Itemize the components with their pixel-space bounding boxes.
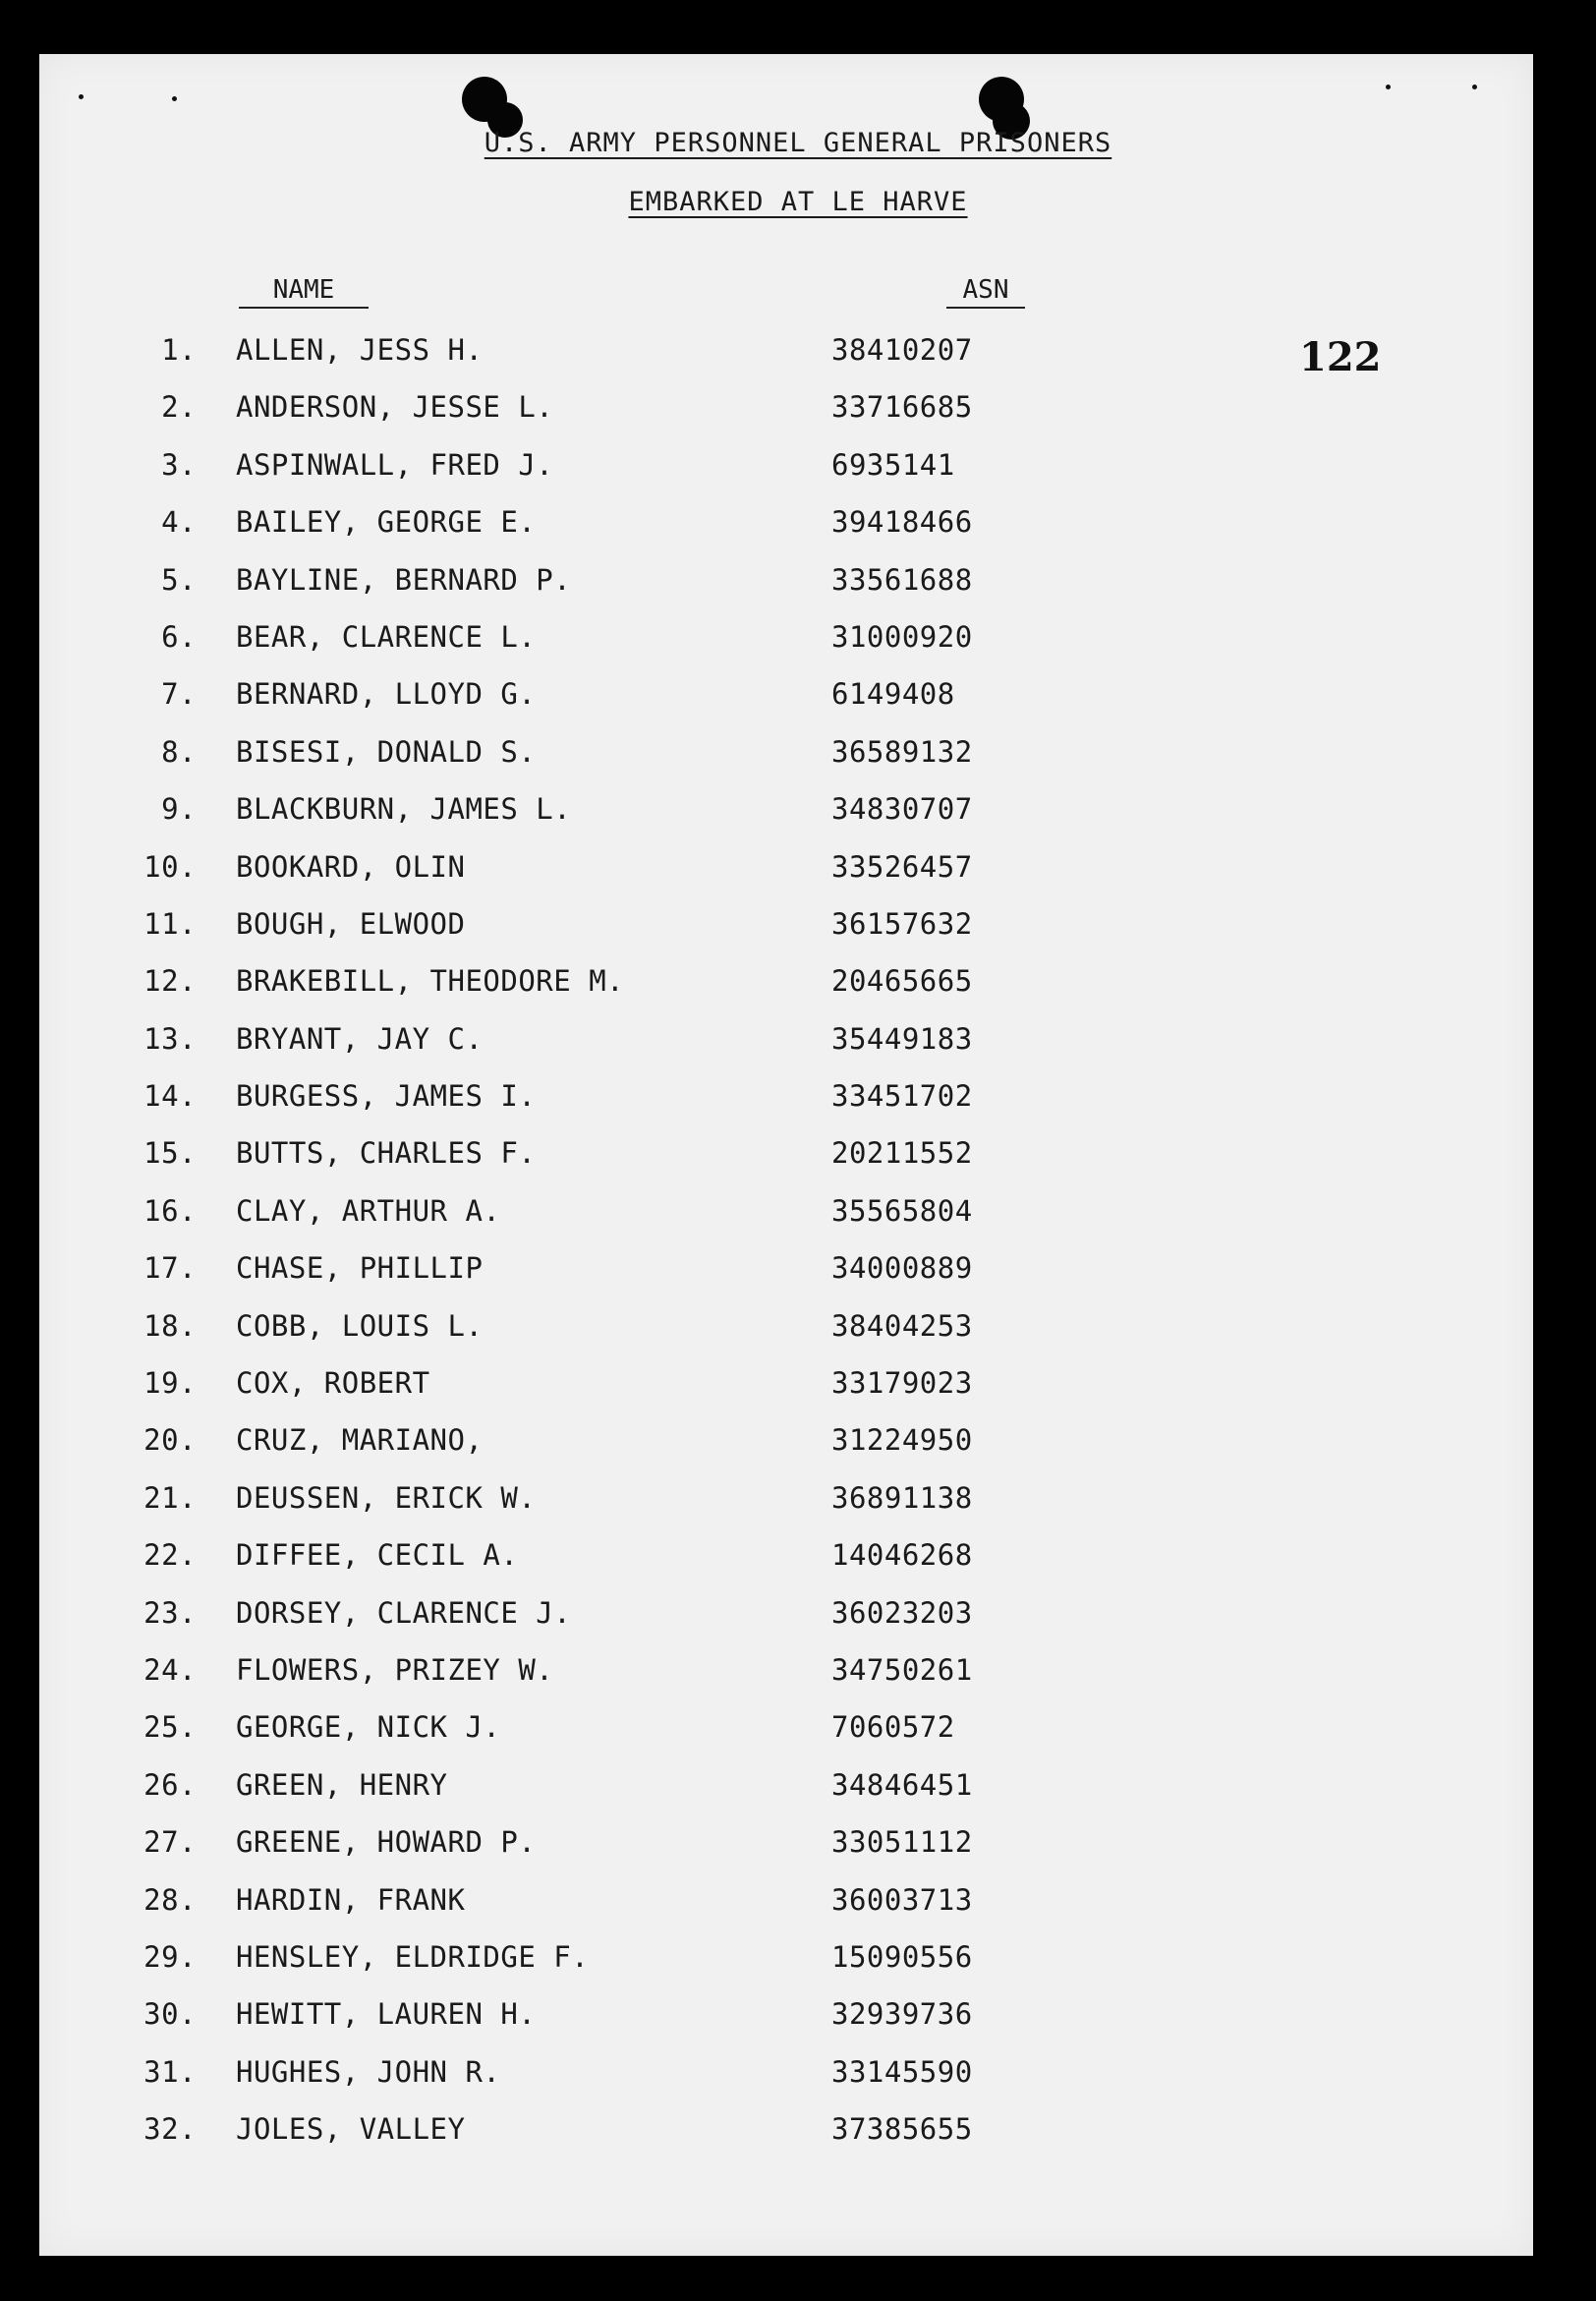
column-header-name: NAME bbox=[239, 275, 369, 309]
person-name: BEAR, CLARENCE L. bbox=[236, 619, 537, 654]
row-number: 2. bbox=[161, 390, 197, 425]
list-row bbox=[0, 1478, 1596, 1535]
row-number: 23. bbox=[143, 1595, 197, 1630]
row-number: 31. bbox=[143, 2054, 197, 2089]
list-row bbox=[0, 1248, 1596, 1305]
person-name: DIFFEE, CECIL A. bbox=[236, 1538, 519, 1573]
row-number: 7. bbox=[161, 677, 197, 712]
row-number: 13. bbox=[143, 1021, 197, 1056]
row-number: 30. bbox=[143, 1997, 197, 2032]
army-serial-number: 31224950 bbox=[831, 1423, 973, 1458]
row-number: 12. bbox=[143, 964, 197, 999]
row-number: 16. bbox=[143, 1193, 197, 1228]
army-serial-number: 35449183 bbox=[831, 1021, 973, 1056]
army-serial-number: 37385655 bbox=[831, 2112, 973, 2147]
person-name: ALLEN, JESS H. bbox=[236, 333, 484, 367]
person-name: DEUSSEN, ERICK W. bbox=[236, 1480, 537, 1515]
person-name: BUTTS, CHARLES F. bbox=[236, 1136, 537, 1171]
row-number: 18. bbox=[143, 1308, 197, 1343]
list-row bbox=[0, 732, 1596, 789]
row-number: 1. bbox=[161, 333, 197, 367]
army-serial-number: 39418466 bbox=[831, 505, 973, 540]
speck bbox=[172, 96, 177, 101]
list-row bbox=[0, 1363, 1596, 1420]
person-name: BOUGH, ELWOOD bbox=[236, 906, 466, 941]
speck bbox=[1386, 85, 1391, 89]
list-row bbox=[0, 1650, 1596, 1707]
person-name: BLACKBURN, JAMES L. bbox=[236, 792, 572, 827]
list-row bbox=[0, 445, 1596, 502]
army-serial-number: 6935141 bbox=[831, 447, 955, 482]
row-number: 11. bbox=[143, 906, 197, 941]
person-name: GREENE, HOWARD P. bbox=[236, 1825, 537, 1860]
army-serial-number: 36891138 bbox=[831, 1480, 973, 1515]
person-name: BOOKARD, OLIN bbox=[236, 849, 466, 884]
person-name: BAILEY, GEORGE E. bbox=[236, 505, 537, 540]
army-serial-number: 14046268 bbox=[831, 1538, 973, 1573]
army-serial-number: 6149408 bbox=[831, 677, 955, 712]
personnel-list bbox=[0, 330, 1596, 2167]
document-subtitle: EMBARKED AT LE HARVE bbox=[628, 187, 968, 217]
column-header-asn: ASN bbox=[946, 275, 1025, 309]
list-row bbox=[0, 1822, 1596, 1879]
list-row bbox=[0, 789, 1596, 846]
person-name: BISESI, DONALD S. bbox=[236, 734, 537, 769]
army-serial-number: 34846451 bbox=[831, 1767, 973, 1802]
person-name: HARDIN, FRANK bbox=[236, 1882, 466, 1917]
list-row bbox=[0, 617, 1596, 674]
row-number: 4. bbox=[161, 505, 197, 540]
list-row bbox=[0, 2109, 1596, 2166]
person-name: CHASE, PHILLIP bbox=[236, 1251, 484, 1286]
army-serial-number: 33526457 bbox=[831, 849, 973, 884]
row-number: 27. bbox=[143, 1825, 197, 1860]
army-serial-number: 33051112 bbox=[831, 1825, 973, 1860]
row-number: 29. bbox=[143, 1939, 197, 1974]
list-row bbox=[0, 1535, 1596, 1592]
person-name: DORSEY, CLARENCE J. bbox=[236, 1595, 572, 1630]
army-serial-number: 20465665 bbox=[831, 964, 973, 999]
list-row bbox=[0, 1994, 1596, 2051]
list-row bbox=[0, 1019, 1596, 1076]
row-number: 3. bbox=[161, 447, 197, 482]
list-row bbox=[0, 1880, 1596, 1937]
row-number: 17. bbox=[143, 1251, 197, 1286]
person-name: FLOWERS, PRIZEY W. bbox=[236, 1652, 554, 1687]
army-serial-number: 31000920 bbox=[831, 619, 973, 654]
list-row bbox=[0, 674, 1596, 731]
list-row bbox=[0, 2052, 1596, 2109]
row-number: 15. bbox=[143, 1136, 197, 1171]
army-serial-number: 33179023 bbox=[831, 1366, 973, 1401]
list-row bbox=[0, 1133, 1596, 1190]
person-name: BRYANT, JAY C. bbox=[236, 1021, 484, 1056]
row-number: 21. bbox=[143, 1480, 197, 1515]
army-serial-number: 36589132 bbox=[831, 734, 973, 769]
page-number: 122 bbox=[1299, 334, 1382, 380]
army-serial-number: 36157632 bbox=[831, 906, 973, 941]
army-serial-number: 33561688 bbox=[831, 562, 973, 597]
row-number: 24. bbox=[143, 1652, 197, 1687]
person-name: COBB, LOUIS L. bbox=[236, 1308, 484, 1343]
person-name: BURGESS, JAMES I. bbox=[236, 1079, 537, 1114]
person-name: HENSLEY, ELDRIDGE F. bbox=[236, 1939, 590, 1974]
row-number: 20. bbox=[143, 1423, 197, 1458]
army-serial-number: 20211552 bbox=[831, 1136, 973, 1171]
person-name: CLAY, ARTHUR A. bbox=[236, 1193, 501, 1228]
person-name: BERNARD, LLOYD G. bbox=[236, 677, 537, 712]
army-serial-number: 33145590 bbox=[831, 2054, 973, 2089]
list-row bbox=[0, 1420, 1596, 1477]
army-serial-number: 32939736 bbox=[831, 1997, 973, 2032]
person-name: ASPINWALL, FRED J. bbox=[236, 447, 554, 482]
row-number: 14. bbox=[143, 1079, 197, 1114]
list-row bbox=[0, 502, 1596, 559]
person-name: COX, ROBERT bbox=[236, 1366, 430, 1401]
army-serial-number: 38410207 bbox=[831, 333, 973, 367]
row-number: 25. bbox=[143, 1710, 197, 1745]
row-number: 28. bbox=[143, 1882, 197, 1917]
list-row bbox=[0, 961, 1596, 1018]
person-name: ANDERSON, JESSE L. bbox=[236, 390, 554, 425]
row-number: 32. bbox=[143, 2112, 197, 2147]
row-number: 26. bbox=[143, 1767, 197, 1802]
list-row bbox=[0, 387, 1596, 444]
list-row bbox=[0, 847, 1596, 904]
army-serial-number: 34830707 bbox=[831, 792, 973, 827]
row-number: 19. bbox=[143, 1366, 197, 1401]
army-serial-number: 33716685 bbox=[831, 390, 973, 425]
row-number: 6. bbox=[161, 619, 197, 654]
list-row bbox=[0, 1765, 1596, 1822]
document-title: U.S. ARMY PERSONNEL GENERAL PRISONERS bbox=[484, 128, 1112, 158]
list-row bbox=[0, 560, 1596, 617]
army-serial-number: 36023203 bbox=[831, 1595, 973, 1630]
army-serial-number: 38404253 bbox=[831, 1308, 973, 1343]
army-serial-number: 36003713 bbox=[831, 1882, 973, 1917]
list-row bbox=[0, 904, 1596, 961]
list-row bbox=[0, 1191, 1596, 1248]
row-number: 8. bbox=[161, 734, 197, 769]
person-name: GEORGE, NICK J. bbox=[236, 1710, 501, 1745]
army-serial-number: 35565804 bbox=[831, 1193, 973, 1228]
army-serial-number: 7060572 bbox=[831, 1710, 955, 1745]
list-row bbox=[0, 1937, 1596, 1994]
speck bbox=[1472, 85, 1477, 89]
list-row bbox=[0, 1707, 1596, 1764]
row-number: 22. bbox=[143, 1538, 197, 1573]
person-name: JOLES, VALLEY bbox=[236, 2112, 466, 2147]
person-name: CRUZ, MARIANO, bbox=[236, 1423, 484, 1458]
row-number: 10. bbox=[143, 849, 197, 884]
row-number: 5. bbox=[161, 562, 197, 597]
row-number: 9. bbox=[161, 792, 197, 827]
person-name: GREEN, HENRY bbox=[236, 1767, 448, 1802]
person-name: HUGHES, JOHN R. bbox=[236, 2054, 501, 2089]
army-serial-number: 34750261 bbox=[831, 1652, 973, 1687]
person-name: BRAKEBILL, THEODORE M. bbox=[236, 964, 625, 999]
list-row bbox=[0, 1593, 1596, 1650]
list-row bbox=[0, 1306, 1596, 1363]
army-serial-number: 34000889 bbox=[831, 1251, 973, 1286]
list-row bbox=[0, 330, 1596, 387]
speck bbox=[79, 94, 84, 99]
person-name: HEWITT, LAUREN H. bbox=[236, 1997, 537, 2032]
army-serial-number: 15090556 bbox=[831, 1939, 973, 1974]
person-name: BAYLINE, BERNARD P. bbox=[236, 562, 572, 597]
army-serial-number: 33451702 bbox=[831, 1079, 973, 1114]
list-row bbox=[0, 1076, 1596, 1133]
